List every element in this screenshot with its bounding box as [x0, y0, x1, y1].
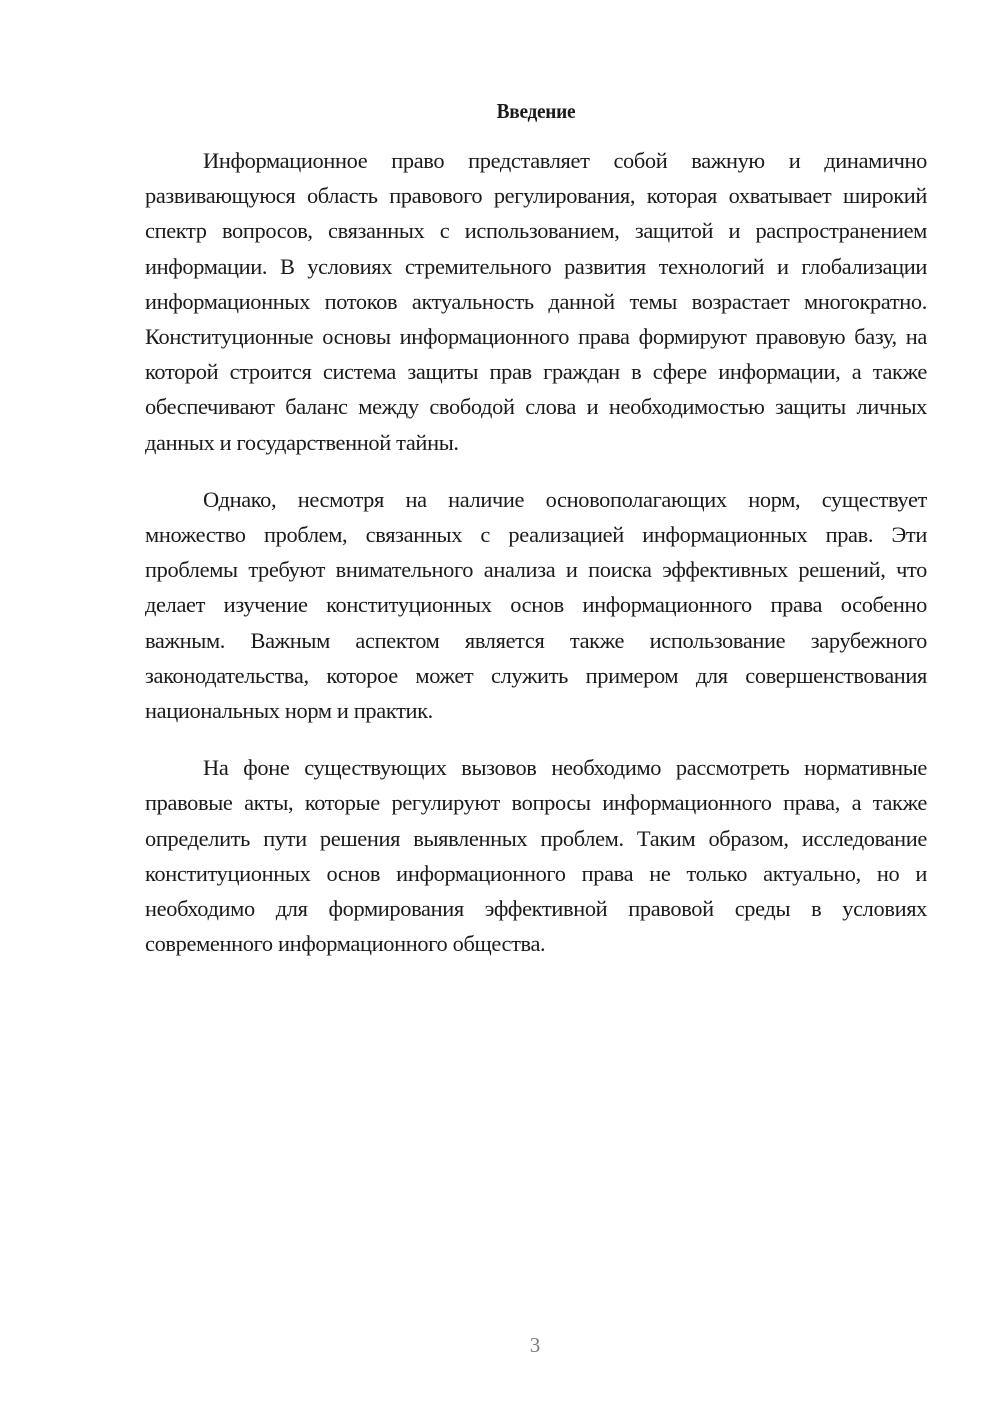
section-title: Введение: [496, 99, 576, 123]
paragraph-problems: Однако, несмотря на наличие основополагающих норм, существует множество проблем, связанных с реализацией информационных прав. Эти проблемы требуют внимательного анализа и поиска эффективных решений, что делает изучение конституционных основ информационного права особенно важным. Важным аспектом является также использование зарубежного законодательства, которое может служить примером для совершенствования национальных норм и практик.: [145, 486, 927, 724]
page-number: 3: [529, 1333, 541, 1357]
document-page: [145, 96, 927, 983]
paragraph-conclusion: На фоне существующих вызовов необходимо рассмотреть нормативные правовые акты, которые регулируют вопросы информационного права, а также определить пути решения выявленных проблем. Таким образом, исследование конституционных основ информационного права не только актуально, но и необходимо для формирования эффективной правовой среды в условиях современного информационного общества.: [145, 755, 927, 957]
paragraph-intro: Информационное право представляет собой важную и динамично развивающуюся область правового регулирования, которая охватывает широкий спектр вопросов, связанных с использованием, защитой и распространением информации. В условиях стремительного развития технологий и глобализации информационных потоков актуальность данной темы возрастает многократно. Конституционные основы информационного права формируют правовую базу, на которой строится система защиты прав граждан в сфере информации, а также обеспечивают баланс между свободой слова и необходимостью защиты личных данных и государственной тайны.: [145, 148, 927, 455]
